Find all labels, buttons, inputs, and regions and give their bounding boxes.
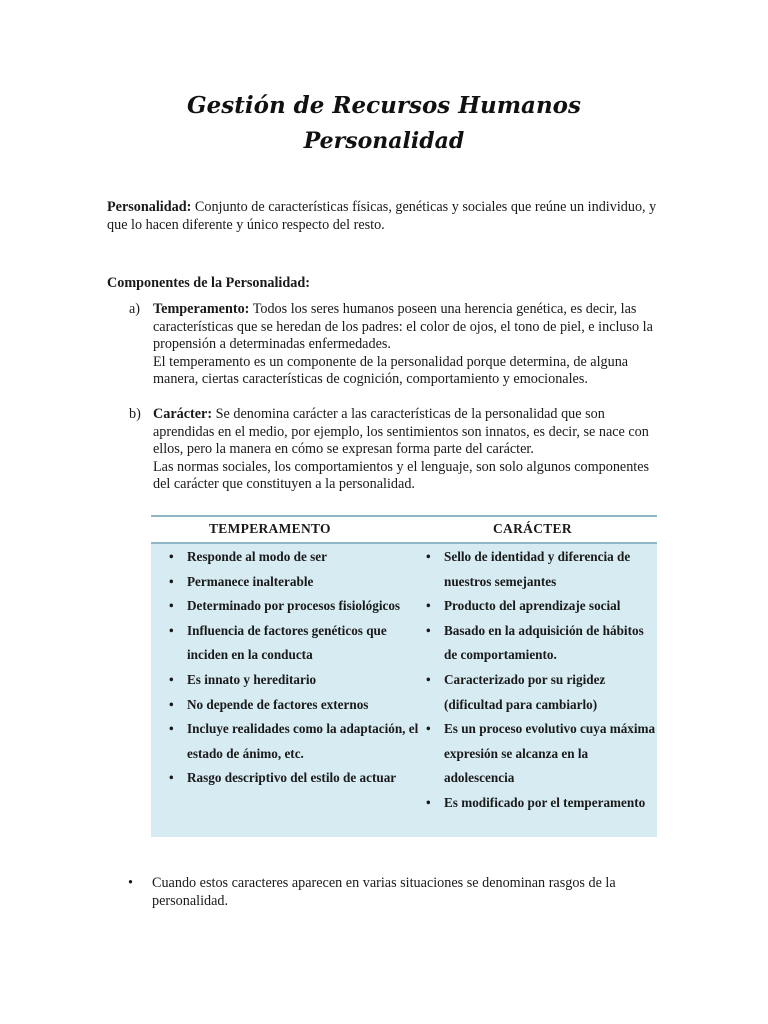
table-cell-text: Es modificado por el temperamento	[444, 794, 646, 810]
table-row	[426, 619, 656, 668]
table-row	[169, 693, 419, 718]
bullet-icon: •	[426, 721, 431, 737]
bullet-icon: •	[169, 598, 174, 614]
table-cell-text: Incluye realidades como la adaptación, el estado de ánimo, etc.	[187, 721, 419, 761]
bullet-icon: •	[169, 770, 174, 786]
table-cell-text: Sello de identidad y diferencia de nuestros semejantes	[444, 549, 631, 589]
table-cell-text: Responde al modo de ser	[187, 549, 327, 564]
bullet-icon: •	[169, 622, 174, 638]
components-heading: Componentes de la Personalidad:	[107, 275, 310, 291]
table-row	[426, 545, 656, 594]
table-row	[169, 717, 419, 766]
table-row	[169, 570, 419, 595]
bullet-icon: •	[169, 671, 174, 687]
bullet-icon: •	[169, 573, 174, 589]
item-term: Carácter:	[153, 406, 213, 422]
definition-term: Personalidad:	[107, 199, 192, 215]
column-header-caracter: CARÁCTER	[493, 521, 572, 536]
list-marker: b)	[129, 406, 141, 422]
list-marker: a)	[129, 301, 141, 317]
bullet-icon: •	[128, 875, 133, 891]
item-term: Temperamento:	[153, 301, 250, 317]
table-cell-text: Producto del aprendizaje social	[444, 598, 621, 614]
bullet-icon: •	[169, 721, 174, 737]
table-cell-text: Determinado por procesos fisiológicos	[187, 598, 401, 614]
document-subtitle: Personalidad	[303, 128, 465, 154]
table-cell-text: Rasgo descriptivo del estilo de actuar	[187, 770, 397, 786]
final-note-text: Cuando estos caracteres aparecen en varias situaciones se denominan rasgos de la personalidad.	[152, 875, 616, 909]
item-text: Todos los seres humanos poseen una herencia genética, es decir, las características que se heredan de los padres: el color de ojos, el tono de piel, e incluso la propensión a determinadas enfermedades.	[153, 301, 653, 353]
table-cell-text: Influencia de factores genéticos que inciden en la conducta	[187, 622, 387, 663]
table-row	[426, 791, 656, 816]
bullet-icon: •	[426, 794, 431, 810]
table-row	[169, 594, 419, 619]
item-text-2: Las normas sociales, los comportamientos y el lenguaje, son solo algunos componentes del carácter que constituyen a la personalidad.	[153, 458, 650, 493]
definition-text: Conjunto de características físicas, genéticas y sociales que reúne un individuo, y que lo hacen diferente y único respecto del resto.	[107, 199, 657, 233]
caracter-column	[426, 545, 656, 816]
table-row	[426, 668, 656, 717]
table-cell-text: Caracterizado por su rigidez (dificultad para cambiarlo)	[444, 671, 606, 712]
table-cell-text: Es un proceso evolutivo cuya máxima expresión se alcanza en la adolescencia	[444, 721, 656, 786]
bullet-icon: •	[426, 598, 431, 614]
table-header	[151, 517, 657, 542]
table-row	[169, 545, 419, 570]
column-header-temperamento: TEMPERAMENTO	[209, 521, 331, 536]
bullet-icon: •	[426, 549, 431, 564]
table-cell-text: Basado en la adquisición de hábitos de comportamiento.	[444, 622, 644, 663]
bullet-icon: •	[426, 671, 431, 687]
table-row	[426, 717, 656, 791]
table-row	[169, 766, 419, 791]
bullet-icon: •	[426, 622, 431, 638]
table-row	[169, 619, 419, 668]
table-row	[169, 668, 419, 693]
table-cell-text: Permanece inalterable	[187, 573, 314, 589]
item-text: Se denomina carácter a las características de la personalidad que son aprendidas en el medio, por ejemplo, los sentimientos son innatos, es decir, se nace con ellos, pero la manera en cómo se expresan forma parte del carácter.	[153, 406, 649, 458]
definition-paragraph	[107, 198, 662, 234]
item-text-2: El temperamento es un componente de la personalidad porque determina, de alguna manera, ciertas características de cognición, comportamiento y emocionales.	[153, 353, 629, 388]
bullet-icon: •	[169, 696, 174, 712]
bullet-icon: •	[169, 549, 174, 564]
table-cell-text: No depende de factores externos	[187, 696, 369, 712]
temperamento-column	[169, 545, 419, 791]
header-divider	[151, 542, 657, 544]
document-title: Gestión de Recursos Humanos	[187, 92, 581, 119]
table-cell-text: Es innato y hereditario	[187, 671, 317, 687]
table-row	[426, 594, 656, 619]
comparison-table	[151, 515, 657, 837]
